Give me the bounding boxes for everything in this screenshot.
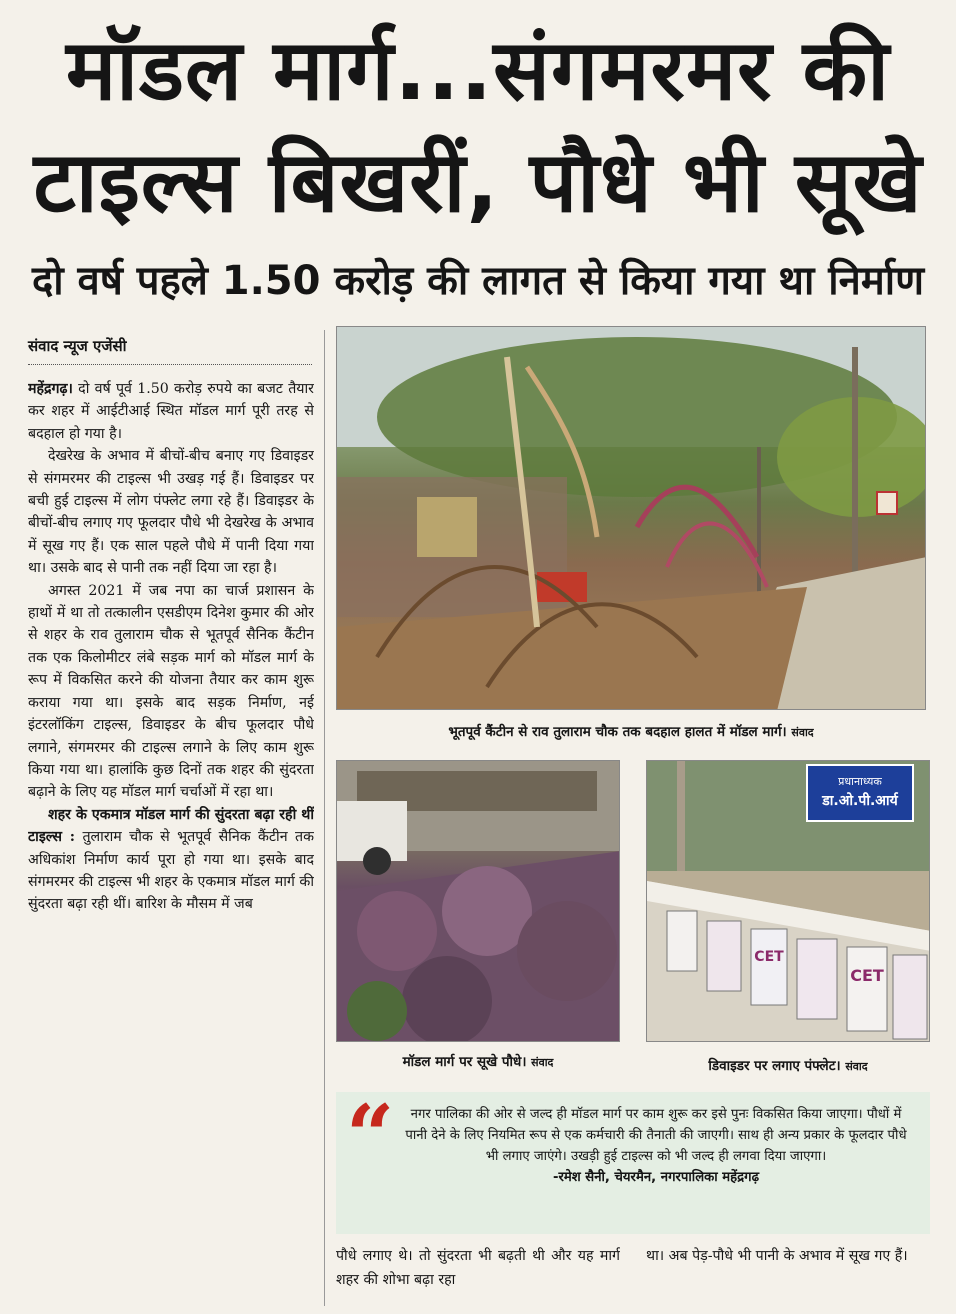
article-column-2: पौधे लगाए थे। तो सुंदरता भी बढ़ती थी और यह मार्ग शहर की शोभा बढ़ा रहा <box>336 1248 620 1288</box>
article-column-1 <box>28 378 314 1308</box>
inline-subheading: शहर के एकमात्र मॉडल मार्ग की सुंदरता बढ़ा रही थीं टाइल्स : <box>28 806 314 846</box>
quote-mark-icon: “ <box>346 1086 395 1185</box>
left-caption-text: मॉडल मार्ग पर सूखे पौधे। <box>402 1054 527 1070</box>
poster-text-1: CET <box>754 949 784 965</box>
sign-board-line-2: डा.ओ.पी.आर्य <box>822 793 898 809</box>
paragraph-4-text: तुलाराम चौक से भूतपूर्व सैनिक कैंटीन तक अधिकांश निर्माण कार्य पूरा हो गया था। इसके बाद संगमरमर की टाइल्स भी शहर के एकमात्र मॉडल मार्ग की सुंदरता बढ़ा रही थीं। बारिश के मौसम में जब <box>28 829 314 913</box>
photo-main-road <box>336 326 926 710</box>
paragraph-1-text: दो वर्ष पूर्व 1.50 करोड़ रुपये का बजट तैयार कर शहर में आईटीआई स्थित मॉडल मार्ग पूरी तरह से बदहाल हो गया है। <box>28 381 314 442</box>
subheadline: दो वर्ष पहले 1.50 करोड़ की लागत से किया गया था निर्माण <box>31 258 925 304</box>
article-paragraph-4 <box>28 804 314 916</box>
article-column-3: था। अब पेड़-पौधे भी पानी के अभाव में सूख गए हैं। <box>646 1248 908 1264</box>
left-photo-caption <box>336 1052 620 1070</box>
photo-credit: संवाद <box>791 726 814 739</box>
article-paragraph-1 <box>28 378 314 445</box>
quote-author: -रमेश सैनी, चेयरमैन, नगरपालिका महेंद्रगढ़ <box>552 1170 760 1185</box>
photo-credit: संवाद <box>845 1060 868 1073</box>
photo-credit: संवाद <box>531 1056 554 1069</box>
photo-dried-plants <box>336 760 620 1042</box>
main-caption-text: भूतपूर्व कैंटीन से राव तुलाराम चौक तक बदहाल हालत में मॉडल मार्ग। <box>448 724 787 740</box>
poster-text-2: CET <box>850 966 884 985</box>
column-divider <box>324 330 325 1306</box>
headline <box>10 14 946 238</box>
headline-line-2: टाइल्स बिखरीं, पौधे भी सूखे <box>33 133 923 231</box>
headline-line-1: मॉडल मार्ग...संगमरमर की <box>66 21 890 119</box>
article-paragraph-2: देखरेख के अभाव में बीचों-बीच बनाए गए डिवाइडर से संगमरमर की टाइल्स भी उखड़ गई हैं। डिवाइडर पर बची हुई टाइल्स में लोग पंफ्लेट लगा रहे हैं। डिवाइडर के बीचों-बीच लगाए गए फूलदार पौधे भी देखरेख के अभाव में सूख गए हैं। एक साल पहले पौधे में पानी दिया गया था। उसके बाद से पानी तक नहीं दिया जा रहा है। <box>28 448 314 577</box>
right-caption-text: डिवाइडर पर लगाए पंफ्लेट। <box>708 1058 841 1074</box>
dried-plants-illustration <box>337 761 620 1042</box>
divider-pamphlets-illustration <box>647 761 930 1042</box>
main-photo-illustration <box>337 327 926 710</box>
dateline: महेंद्रगढ़। <box>28 381 73 397</box>
main-photo-caption <box>336 722 926 740</box>
sign-board-line-1: प्रधानाध्यक <box>838 775 882 788</box>
byline: संवाद न्यूज एजेंसी <box>28 336 312 365</box>
chairman-quote-box <box>336 1086 930 1234</box>
quote-text: नगर पालिका की ओर से जल्द ही मॉडल मार्ग पर काम शुरू कर इसे पुनः विकसित किया जाएगा। पौधों में पानी देने के लिए नियमित रूप से एक कर्मचारी की तैनाती की जाएगी। साथ ही अन्य प्रकार के फूलदार पौधे भी लगाए जाएंगे। उखड़ी हुई टाइल्स को भी जल्द ही लगवा दिया जाएगा। <box>405 1107 907 1164</box>
article-paragraph-3: अगस्त 2021 में जब नपा का चार्ज प्रशासन के हाथों में था तो तत्कालीन एसडीएम दिनेश कुमार की ओर से शहर के राव तुलाराम चौक से भूतपूर्व सैनिक कैंटीन तक एक किलोमीटर लंबे सड़क मार्ग को मॉडल मार्ग के रूप में विकसित करने की योजना तैयार कर काम शुरू कराया गया था। इसके बाद सड़क निर्माण, नई इंटरलॉकिंग टाइल्स, डिवाइडर के बीच फूलदार पौधे लगाने, संगमरमर की टाइल्स लगाने के लिए काम शुरू किया गया था। हालांकि कुछ दिनों तक शहर की सुंदरता बढ़ाने के लिए यह मॉडल मार्ग चर्चाओं में रहा था। <box>28 582 314 801</box>
right-photo-caption <box>646 1056 930 1074</box>
photo-divider-pamphlets <box>646 760 930 1042</box>
